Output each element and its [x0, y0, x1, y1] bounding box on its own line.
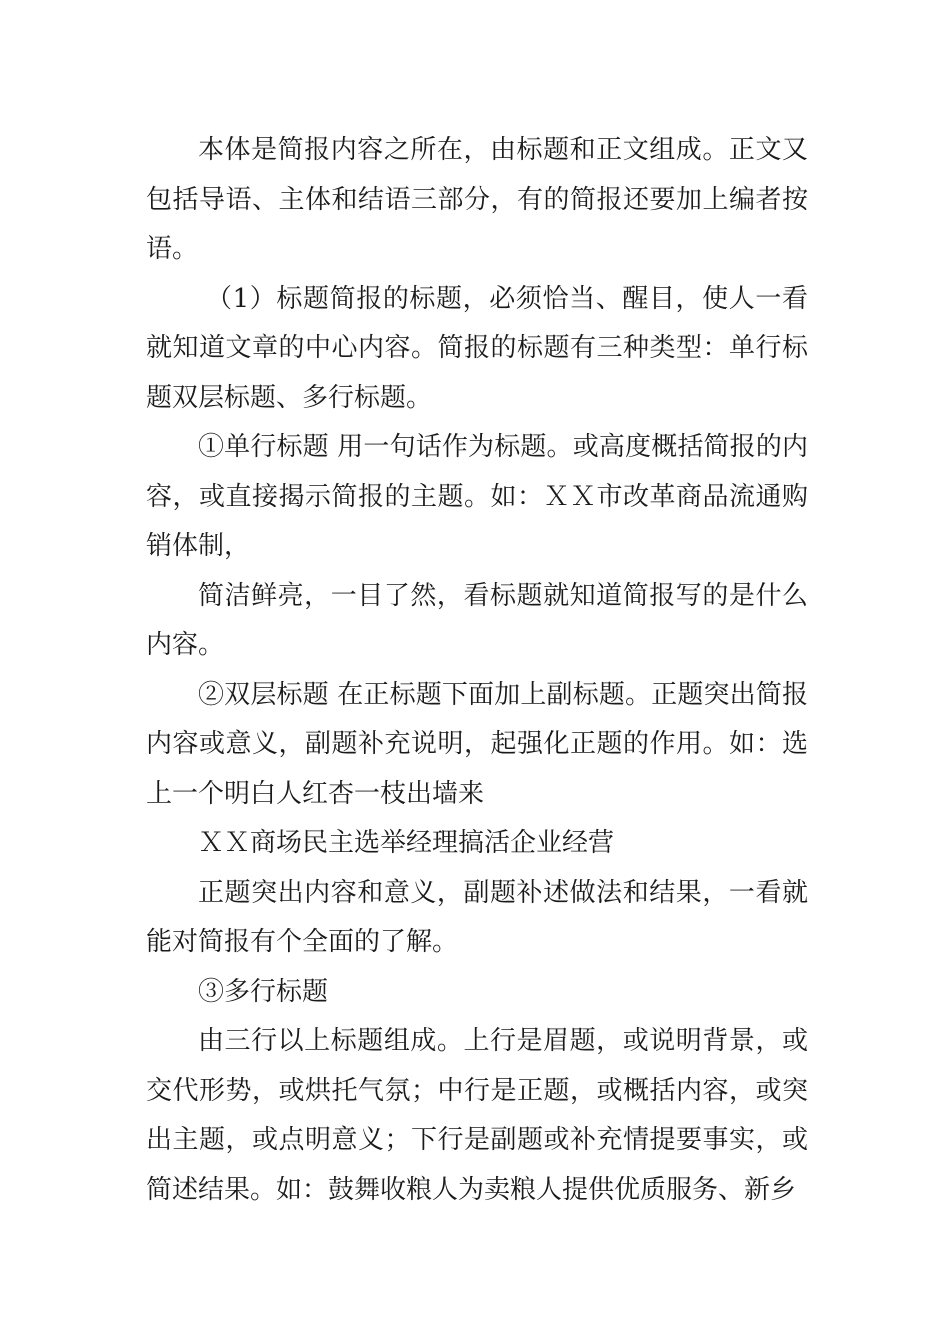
paragraph-double-title: ②双层标题 在正标题下面加上副标题。正题突出简报内容或意义，副题补充说明，起强化正题的作用。如：选上一个明白人红杏一枝出墙来	[146, 679, 808, 809]
paragraph-double-title-example: ＸＸ商场民主选举经理搞活企业经营	[198, 828, 615, 858]
document-body	[146, 126, 808, 1215]
paragraph-single-line-note: 简洁鲜亮，一目了然，看标题就知道简报写的是什么内容。	[146, 580, 808, 660]
paragraph-multi-line-body: 由三行以上标题组成。上行是眉题，或说明背景，或交代形势，或烘托气氛；中行是正题，或概括内容，或突出主题，或点明意义；下行是副题或补充情提要事实，或简述结果。如：鼓舞收粮人为卖粮人提供优质服务、新乡	[146, 1026, 808, 1205]
paragraph-double-title-note: 正题突出内容和意义，副题补述做法和结果，一看就能对简报有个全面的了解。	[146, 877, 808, 957]
paragraph-multi-line-heading: ③多行标题	[198, 976, 329, 1007]
paragraph-body-intro: 本体是简报内容之所在，由标题和正文组成。正文又包括导语、主体和结语三部分，有的简报还要加上编者按语。	[146, 135, 808, 264]
paragraph-title-overview: （1）标题简报的标题，必须恰当、醒目，使人一看就知道文章的中心内容。简报的标题有三种类型：单行标题双层标题、多行标题。	[146, 283, 808, 413]
paragraph-single-line-title: ①单行标题 用一句话作为标题。或高度概括简报的内容，或直接揭示简报的主题。如：ＸＸ市改革商品流通购销体制，	[146, 432, 808, 561]
